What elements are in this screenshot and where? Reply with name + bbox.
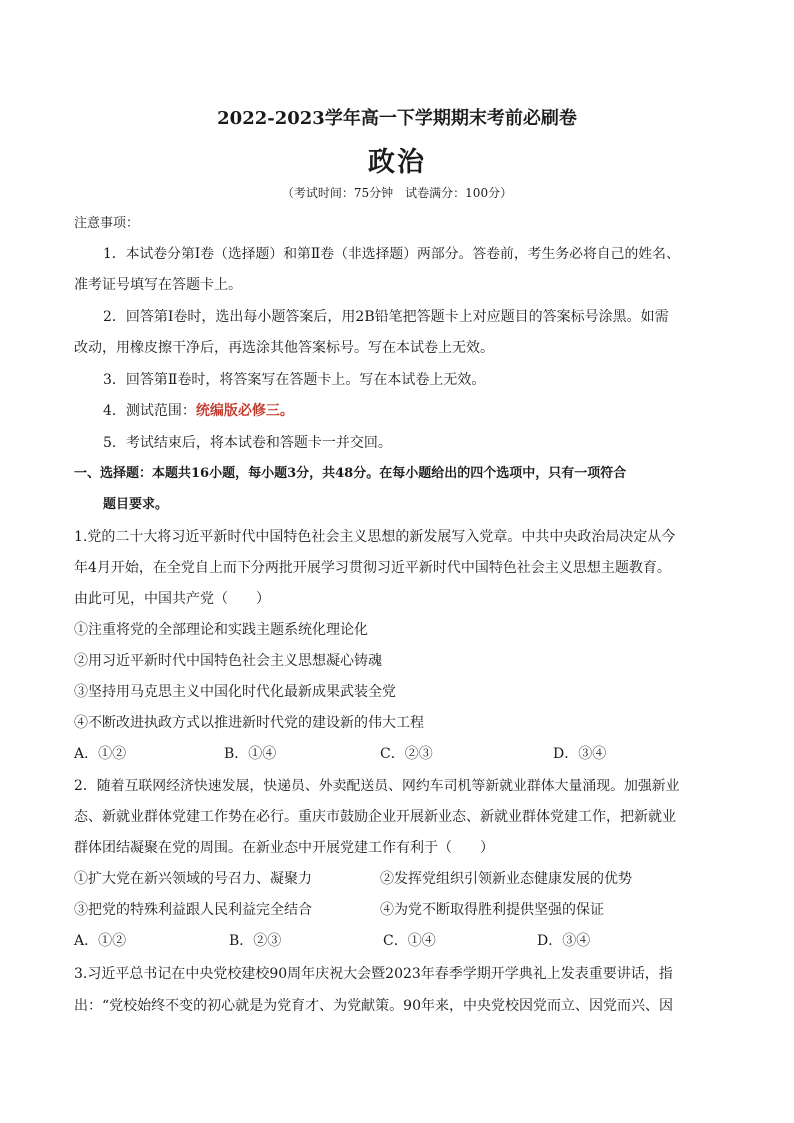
q1-statement-2: ②用习近平新时代中国特色社会主义思想凝心铸魂 xyxy=(74,653,382,669)
q2-option-c: C．①④ xyxy=(383,933,436,949)
q1-option-d: D．③④ xyxy=(553,746,607,762)
q2-statement-2: ②发挥党组织引领新业态健康发展的优势 xyxy=(380,871,632,887)
note-2-line-2: 改动，用橡皮擦干净后，再选涂其他答案标号。写在本试卷上无效。 xyxy=(74,340,494,356)
q1-option-a: A．①② xyxy=(74,746,127,762)
q1-stem-line-3: 由此可见，中国共产党（ ） xyxy=(74,591,270,607)
exam-info: （考试时间：75分钟 试卷满分：100分） xyxy=(281,186,513,200)
section-1-heading-line-1: 一、选择题：本题共16小题，每小题3分，共48分。在每小题给出的四个选项中，只有一项符合 xyxy=(74,466,627,481)
q1-option-b: B．①④ xyxy=(224,746,277,762)
q1-statement-4: ④不断改进执政方式以推进新时代党的建设新的伟大工程 xyxy=(74,715,424,731)
q3-stem-line-1: 3.习近平总书记在中央党校建校90周年庆祝大会暨2023年春季学期开学典礼上发表重要讲话，指 xyxy=(74,966,673,982)
q1-statement-1: ①注重将党的全部理论和实践主题系统化理论化 xyxy=(74,622,368,638)
notes-heading: 注意事项： xyxy=(74,216,140,231)
q2-stem-line-2: 态、新就业群体党建工作势在必行。重庆市鼓励企业开展新业态、新就业群体党建工作，把新就业 xyxy=(74,809,676,825)
test-scope: 统编版必修三。 xyxy=(195,403,294,419)
section-1-heading-line-2: 题目要求。 xyxy=(103,497,169,512)
q2-stem-line-3: 群体团结凝聚在党的周围。在新业态中开展党建工作有利于（ ） xyxy=(74,840,494,856)
note-5: 5．考试结束后，将本试卷和答题卡一并交回。 xyxy=(103,435,392,451)
q1-option-c: C．②③ xyxy=(380,746,433,762)
q2-statement-4: ④为党不断取得胜利提供坚强的保证 xyxy=(380,902,604,918)
q2-statement-3: ③把党的特殊利益跟人民利益完全结合 xyxy=(74,902,312,918)
note-1-line-1: 1．本试卷分第Ⅰ卷（选择题）和第Ⅱ卷（非选择题）两部分。答卷前，考生务必将自己的姓名、 xyxy=(103,246,680,262)
q1-statement-3: ③坚持用马克思主义中国化时代化最新成果武装全党 xyxy=(74,684,396,700)
q1-stem-line-1: 1.党的二十大将习近平新时代中国特色社会主义思想的新发展写入党章。中共中央政治局决定从今 xyxy=(74,529,676,545)
subject-title: 政治 xyxy=(368,147,426,178)
note-1-line-2: 准考证号填写在答题卡上。 xyxy=(74,277,242,293)
q2-option-a: A．①② xyxy=(74,933,127,949)
q1-stem-line-2: 年4月开始，在全党自上而下分两批开展学习贯彻习近平新时代中国特色社会主义思想主题教育。 xyxy=(74,560,671,576)
note-3: 3．回答第Ⅱ卷时，将答案写在答题卡上。写在本试卷上无效。 xyxy=(103,372,486,388)
q2-statement-1: ①扩大党在新兴领域的号召力、凝聚力 xyxy=(74,871,312,887)
q2-option-d: D．③④ xyxy=(537,933,591,949)
q3-stem-line-2: 出：“党校始终不变的初心就是为党育才、为党献策。90年来，中央党校因党而立、因党而兴、因 xyxy=(74,998,673,1014)
note-4-prefix: 4．测试范围： xyxy=(103,403,196,419)
note-2-line-1: 2．回答第Ⅰ卷时，选出每小题答案后，用2B铅笔把答题卡上对应题目的答案标号涂黑。如需 xyxy=(103,309,669,325)
q2-stem-line-1: 2．随着互联网经济快速发展，快递员、外卖配送员、网约车司机等新就业群体大量涌现。加强新业 xyxy=(74,778,680,794)
note-4 xyxy=(103,401,294,421)
exam-title: 2022-2023学年高一下学期期末考前必刷卷 xyxy=(217,108,577,129)
q2-option-b: B．②③ xyxy=(229,933,282,949)
